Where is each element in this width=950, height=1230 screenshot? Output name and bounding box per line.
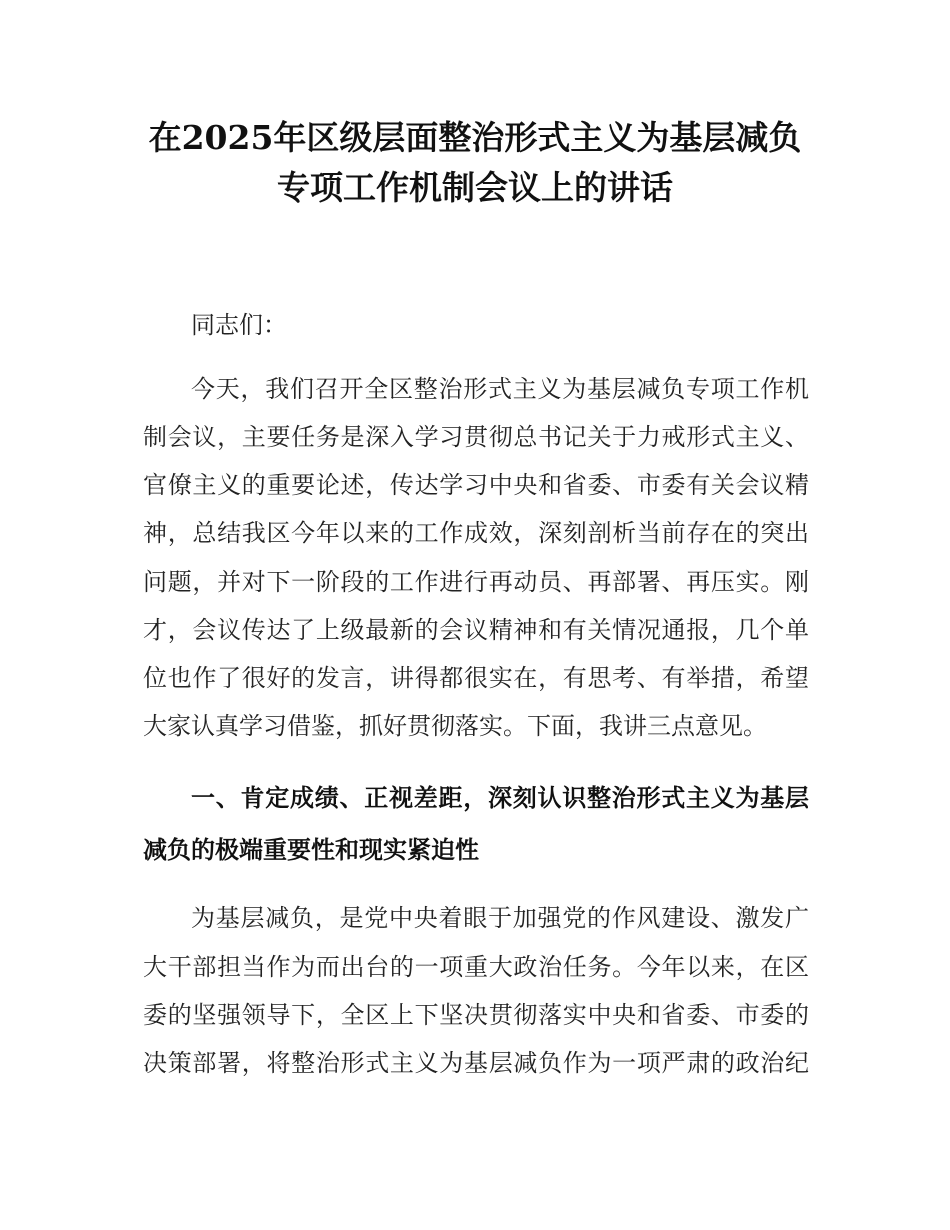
heading-line: 减负的极端重要性和现实紧迫性 <box>143 836 479 864</box>
paragraph-line: 神，总结我区今年以来的工作成效，深刻剖析当前存在的突出 <box>143 519 809 547</box>
paragraph-line: 位也作了很好的发言，讲得都很实在，有思考、有举措，希望 <box>143 664 809 692</box>
document-title-line-1: 在2025年区级层面整治形式主义为基层减负 <box>148 118 802 157</box>
paragraph-line: 大家认真学习借鉴，抓好贯彻落实。下面，我讲三点意见。 <box>143 712 767 740</box>
paragraph-line: 今天，我们召开全区整治形式主义为基层减负专项工作机 <box>191 375 809 403</box>
paragraph-line: 官僚主义的重要论述，传达学习中央和省委、市委有关会议精 <box>143 471 809 499</box>
paragraph-line: 大干部担当作为而出台的一项重大政治任务。今年以来，在区 <box>143 953 809 981</box>
paragraph-line: 制会议，主要任务是深入学习贯彻总书记关于力戒形式主义、 <box>143 423 809 451</box>
document-title-line-2: 专项工作机制会议上的讲话 <box>277 168 673 207</box>
salutation: 同志们： <box>191 311 287 339</box>
paragraph-line: 委的坚强领导下，全区上下坚决贯彻落实中央和省委、市委的 <box>143 1001 809 1029</box>
heading-line: 一、肯定成绩、正视差距，深刻认识整治形式主义为基层 <box>191 784 809 812</box>
paragraph-line: 决策部署，将整治形式主义为基层减负作为一项严肃的政治纪 <box>143 1049 809 1077</box>
paragraph-line: 为基层减负，是党中央着眼于加强党的作风建设、激发广 <box>191 904 809 932</box>
paragraph-line: 问题，并对下一阶段的工作进行再动员、再部署、再压实。刚 <box>143 568 809 596</box>
paragraph-line: 才，会议传达了上级最新的会议精神和有关情况通报，几个单 <box>143 616 809 644</box>
